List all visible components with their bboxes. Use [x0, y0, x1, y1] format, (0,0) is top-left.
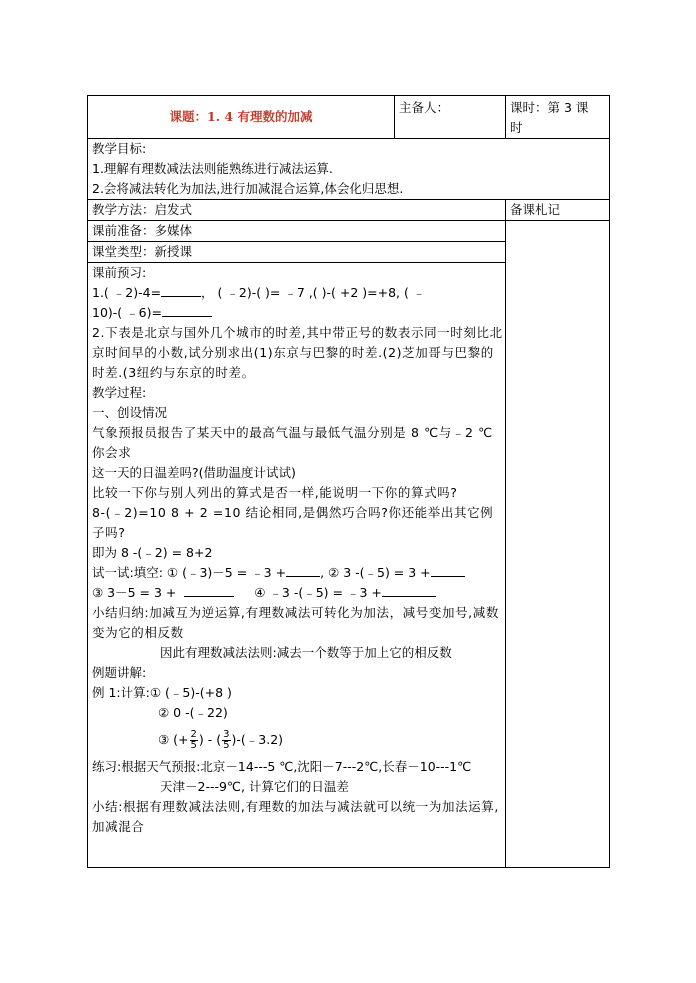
paragraph-1: 气象预报员报告了某天中的最高气温与最低气温分别是 8 ℃与﹣2 ℃你会求 [92, 425, 493, 460]
answer-blank [382, 584, 436, 597]
method-row [88, 200, 610, 221]
answer-blank [161, 284, 201, 297]
answer-blank [184, 584, 234, 597]
lesson-body [88, 263, 506, 868]
objectives-heading: 教学目标: [92, 141, 147, 156]
summary-2: 小结:根据有理数减法法则,有理数的加法与减法就可以统一为加法运算,加减混合 [92, 799, 499, 834]
objective-1: 1.理解有理数减法法则能熟练进行减法运算. [92, 161, 333, 176]
section-1-heading: 一、创设情况 [92, 405, 168, 420]
lesson-title: 课题：1. 4 有理数的加减 [88, 96, 395, 139]
paragraph-5: 即为 8 -(﹣2) = 8+2 [92, 545, 213, 560]
period-cell [506, 96, 610, 139]
paragraph-3: 比较一下你与别人列出的算式是否一样,能说明一下你的算式吗? [92, 485, 458, 500]
practice-line-1: 练习:根据天气预报:北京－14---5 ℃,沈阳－7---2℃,长春－10---1℃ [92, 759, 472, 774]
example-heading: 例题讲解: [92, 665, 147, 680]
notes-heading: 备课札记 [506, 200, 610, 221]
preview-q2: 2.下表是北京与国外几个城市的时差,其中带正号的数表示同一时刻比北京时间早的小数,试分别求出(1)东京与巴黎的时差.(2)芝加哥与巴黎的时差.(3纽约与东京的时差。 [92, 325, 503, 380]
process-heading: 教学过程: [92, 385, 147, 400]
objectives-cell [88, 139, 610, 200]
preview-q1-line2: 10)-( ﹣6)= [92, 303, 505, 323]
preview-q1-line1: 1.( ﹣2)-4= ， ( ﹣2)-( )= ﹣7 ,( )-( +2 )=+8, ( ﹣ [92, 285, 426, 300]
try-line-2: ③ 3－5 = 3 + ④ ﹣3 -(﹣5) = ﹣3 + [92, 583, 505, 603]
notes-column [506, 221, 610, 868]
fraction: $\frac{2}{5}$ [190, 729, 197, 751]
period-line-2: 时 [510, 120, 523, 135]
period-line-1: 课时：第 3 课 [510, 100, 589, 115]
answer-blank [162, 304, 212, 317]
objective-2: 2.会将减法转化为加法,进行加减混合运算,体会化归思想. [92, 181, 404, 196]
lesson-plan-table [87, 95, 610, 868]
method-cell: 教学方法：启发式 [88, 200, 506, 221]
practice-line-2: 天津－2---9℃, 计算它们的日温差 [160, 779, 349, 794]
preparation-cell: 课前准备：多媒体 [88, 221, 506, 242]
paragraph-2: 这一天的日温差吗?(借助温度计试试) [92, 465, 296, 480]
preparer-cell [395, 96, 506, 139]
subtraction-rule: 因此有理数减法法则:减去一个数等于加上它的相反数 [160, 645, 452, 660]
preparer-label: 主备人： [399, 100, 450, 115]
header-row [88, 96, 610, 139]
lesson-type-cell: 课堂类型：新授课 [88, 242, 506, 263]
answer-blank [286, 564, 320, 577]
example-1: 例 1:计算:① (﹣5)-(+8 ) [92, 685, 232, 700]
example-2: ② 0 -(﹣22) [158, 705, 228, 720]
example-3: ③ (+ $\frac{2}{5}$ ) - ( $\frac{3}{5}$ )-(﹣3.2) [158, 729, 284, 751]
try-line-1: 试一试:填空: ① (﹣3)－5 = ﹣3 + , ② 3 -(﹣5) = 3 + [92, 563, 505, 583]
preparation-row [88, 221, 610, 242]
objectives-row [88, 139, 610, 200]
summary-1: 小结归纳:加减互为逆运算,有理数减法可转化为加法，减号变加号,减数变为它的相反数 [92, 605, 499, 640]
answer-blank [431, 564, 465, 577]
paragraph-4: 8-(﹣2)=10 8 + 2 =10 结论相同,是偶然巧合吗?你还能举出其它例子吗? [92, 505, 494, 540]
preview-heading: 课前预习: [92, 265, 147, 280]
fraction: $\frac{3}{5}$ [223, 729, 230, 751]
